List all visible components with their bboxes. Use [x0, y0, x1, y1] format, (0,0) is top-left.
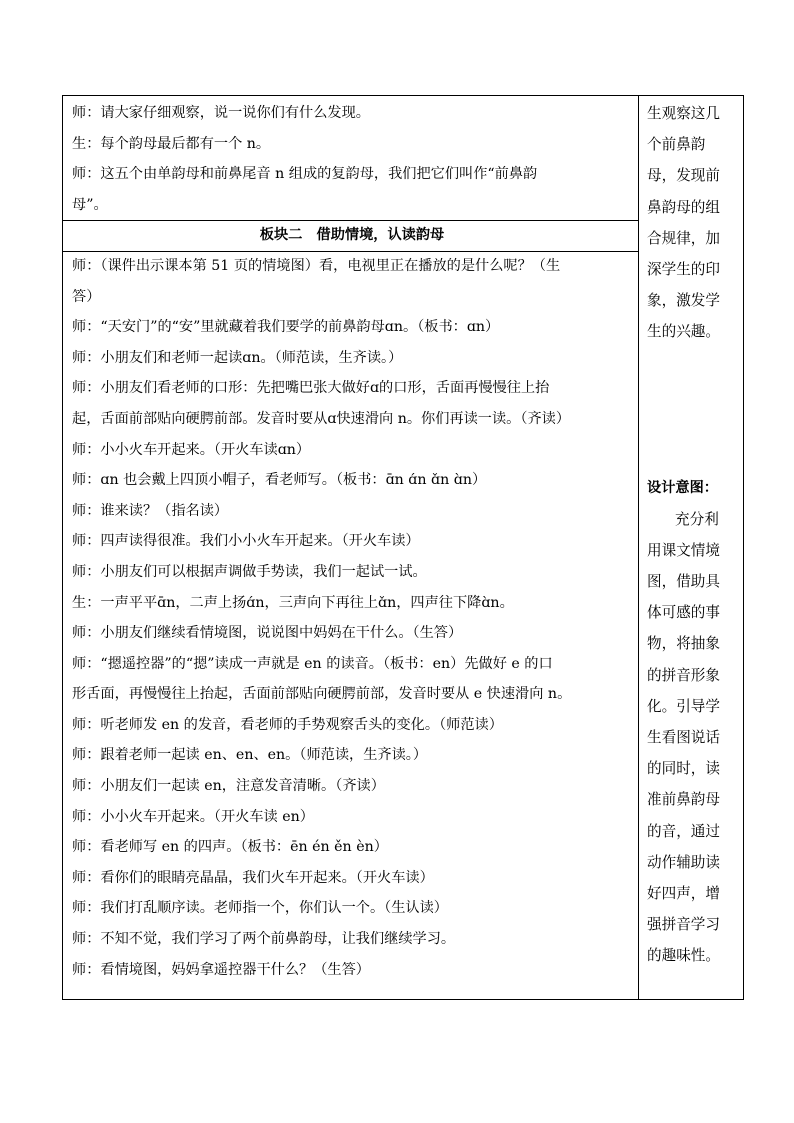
note-line: 化。引导学: [647, 697, 720, 715]
dialogue-line: 生：每个韵母最后都有一个 n。: [72, 135, 271, 152]
note-line: 用课文情境: [647, 541, 720, 559]
note-line: 合规律，加: [647, 229, 720, 247]
dialogue-line: 师：小朋友们看老师的口形：先把嘴巴张大做好ɑ的口形，舌面再慢慢往上抬: [72, 380, 550, 397]
note-line: 鼻韵母的组: [647, 198, 720, 216]
note-line: 深学生的印: [647, 260, 720, 278]
dialogue-line: 师：谁来读？（指名读）: [72, 502, 229, 519]
note-line: 的拼音形象: [647, 666, 720, 684]
dialogue-line: 师：跟着老师一起读 en、en、en。（师范读，生齐读。）: [72, 747, 428, 764]
dialogue-line: 师：小小火车开起来。（开火车读 en）: [72, 808, 314, 825]
dialogue-line: 师：ɑn 也会戴上四顶小帽子，看老师写。（板书：ɑ̄n ɑ́n ɑ̌n ɑ̀n）: [72, 472, 487, 489]
note-line: 象，激发学: [647, 292, 720, 310]
dialogue-line: 师：听老师发 en 的发音，看老师的手势观察舌头的变化。（师范读）: [72, 716, 503, 733]
note-line: 的音，通过: [647, 822, 720, 840]
dialogue-line: 师：请大家仔细观察，说一说你们有什么发现。: [72, 105, 370, 121]
dialogue-line: 师：四声读得很准。我们小小火车开起来。（开火车读）: [72, 533, 420, 550]
note-line: 体可感的事: [647, 604, 720, 622]
teaching-process-column: [63, 96, 639, 999]
dialogue-line: 师：看老师写 en 的四声。（板书：ēn én ěn èn）: [72, 839, 388, 856]
dialogue-line: 师：这五个由单韵母和前鼻尾音 n 组成的复韵母，我们把它们叫作“前鼻韵: [72, 166, 538, 183]
note-line: 生看图说话: [647, 729, 720, 746]
dialogue-line: 答）: [72, 288, 101, 305]
note-line: 物，将抽象: [647, 635, 720, 653]
dialogue-line: 师：我们打乱顺序读。老师指一个，你们认一个。（生认读）: [72, 900, 448, 917]
dialogue-line: 师：小朋友们继续看情境图，说说图中妈妈在干什么。（生答）: [72, 625, 463, 642]
dialogue-line: 师：不知不觉，我们学习了两个前鼻韵母，让我们继续学习。: [72, 931, 456, 948]
section-title: 板块二 借助情境，认读韵母: [259, 227, 445, 244]
dialogue-line: 师：看你们的眼睛亮晶晶，我们火车开起来。（开火车读）: [72, 869, 434, 886]
dialogue-line: 师：小朋友们可以根据声调做手势读，我们一起试一试。: [72, 563, 427, 580]
dialogue-line: 师：（课件出示课本第 51 页的情境图）看，电视里正在播放的是什么呢？（生: [72, 257, 561, 274]
note-line: 母，发现前: [647, 167, 720, 185]
note-spacer: [647, 348, 737, 473]
lesson-plan-table: [62, 95, 744, 1000]
table-rule: [63, 220, 638, 221]
note-line: 生观察这几: [647, 105, 720, 122]
note-line: 强拼音学习: [647, 916, 720, 934]
note-line: 准前鼻韵母: [647, 791, 720, 809]
dialogue-line: 母”。: [72, 196, 108, 213]
dialogue-line: 师：小小火车开起来。（开火车读ɑn）: [72, 441, 311, 458]
dialogue-line: 起，舌面前部贴向硬腭前部。发音时要从ɑ快速滑向 n。你们再读一读。（齐读）: [72, 410, 571, 427]
note-line: 生的兴趣。: [647, 323, 720, 341]
dialogue-line: 师：“天安门”的“安”里就藏着我们要学的前鼻韵母ɑn。（板书：ɑn）: [72, 319, 500, 336]
dialogue-line: 师：“摁遥控器”的“摁”读成一声就是 en 的读音。（板书：en）先做好 e 的口: [72, 655, 553, 672]
dialogue-line: 师：小朋友们和老师一起读ɑn。（师范读，生齐读。）: [72, 349, 403, 366]
note-line: 充分利: [675, 510, 719, 528]
note-line: 的同时，读: [647, 760, 720, 778]
design-intent-heading: 设计意图：: [647, 479, 718, 496]
table-rule: [63, 251, 638, 252]
dialogue-line: 师：看情境图，妈妈拿遥控器干什么？（生答）: [72, 961, 370, 978]
dialogue-line: 形舌面，再慢慢往上抬起，舌面前部贴向硬腭前部，发音时要从 e 快速滑向 n。: [72, 686, 572, 703]
note-line: 的趣味性。: [647, 947, 720, 965]
dialogue-line: 师：小朋友们一起读 en，注意发音清晰。（齐读）: [72, 778, 385, 795]
note-line: 动作辅助读: [647, 853, 720, 871]
note-line: 好四声，增: [647, 884, 720, 902]
note-line: 图，借助具: [647, 573, 720, 591]
dialogue-line: 生：一声平平ɑ̄n，二声上扬ɑ́n，三声向下再往上ɑ̌n，四声往下降ɑ̀n。: [72, 594, 514, 611]
design-notes-column: [639, 96, 743, 999]
note-line: 个前鼻韵: [647, 136, 706, 154]
